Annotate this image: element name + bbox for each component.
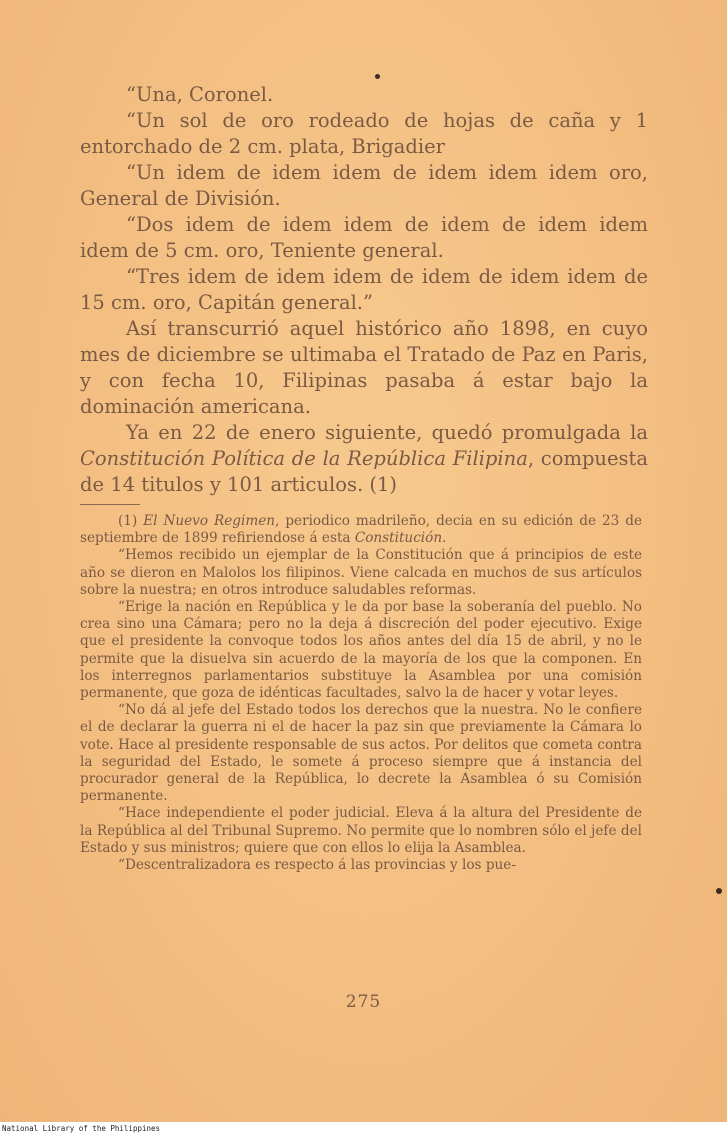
constitution-title: Constitución Política de la República Filipina	[80, 447, 528, 470]
paragraph-4: “Dos idem de idem idem de idem de idem idem idem de 5 cm. oro, Teniente general.	[80, 213, 648, 262]
footnote-rule	[80, 504, 140, 505]
library-credit: National Library of the Philippines	[2, 1124, 161, 1133]
footnote-quote-3: “No dá al jefe del Estado todos los derechos que la nuestra. No le confiere el de declarar la guerra ni el de hacer la paz sin que previamente la Cámara lo vote. Hace al presidente responsable de sus actos. Por delitos que cometa contra la seguridad del Estado, le somete á proceso siempre que á instancia del procurador general de la República, lo decrete la Asamblea ó su Comisión permanente.	[80, 702, 642, 805]
paragraph-6: Así transcurrió aquel histórico año 1898, en cuyo mes de diciembre se ultimaba el Tratado de Paz en Paris, y con fecha 10, Filipinas pasaba á estar bajo la dominación americana.	[80, 317, 648, 418]
newspaper-title: El Nuevo Regimen	[143, 513, 276, 529]
page-number: 275	[345, 992, 382, 1012]
paragraph-7	[80, 420, 648, 498]
paragraph-1: “Una, Coronel.	[126, 83, 274, 106]
paragraph-5: “Tres idem de idem idem de idem de idem idem de 15 cm. oro, Capitán general.”	[80, 265, 648, 314]
ink-spot	[375, 74, 380, 79]
footnote-quote-2: “Erige la nación en República y le da por base la soberanía del pueblo. No crea sino una Cámara; pero no la deja á discreción del poder ejecutivo. Exige que el presidente la convoque todos los años antes del día 15 de abril, y no le permite que la disuelva sin acuerdo de la mayoría de los que la componen. En los interregnos parlamentarios substituye la Asamblea por una comisión permanente, que goza de idénticas facultades, salvo la de hacer y votar leyes.	[80, 599, 642, 702]
paragraph-7-text-a: Ya en 22 de enero siguiente, quedó promulgada la	[126, 421, 648, 444]
constitucion-word: Constitución	[354, 530, 443, 547]
footnote-1-marker: (1)	[118, 513, 144, 529]
footnote-1-end: .	[442, 530, 447, 547]
footnote-quote-4: “Hace independiente el poder judicial. Eleva á la altura del Presidente de la República al del Tribunal Supremo. No permite que lo nombren sólo el jefe del Estado y sus ministros; quiere que con ellos lo elija la Asamblea.	[80, 805, 642, 856]
footnote-1	[80, 513, 642, 547]
paragraph-3: “Un idem de idem idem de idem idem idem oro, General de División.	[80, 161, 648, 210]
footnote-1-text: , periodico madrileño, decia en su edición de 23 de septiembre de 1899 refiriendose á esta	[80, 513, 643, 547]
main-text	[80, 82, 648, 498]
footnote-quote-1: “Hemos recibido un ejemplar de la Constitución que á principios de este año se dieron en Malolos los filipinos. Viene calcada en muchos de sus artículos sobre la nuestra; en otros introduce saludables reformas.	[80, 547, 642, 598]
paragraph-2: “Un sol de oro rodeado de hojas de caña y 1 entorchado de 2 cm. plata, Brigadier	[80, 109, 648, 158]
footnote-quote-5: “Descentralizadora es respecto á las provincias y los pue-	[118, 857, 516, 874]
ink-spot	[716, 888, 722, 894]
paragraph-7-text-b: , compuesta de 14 titulos y 101 articulos. (1)	[80, 447, 648, 496]
footnotes	[80, 513, 642, 874]
